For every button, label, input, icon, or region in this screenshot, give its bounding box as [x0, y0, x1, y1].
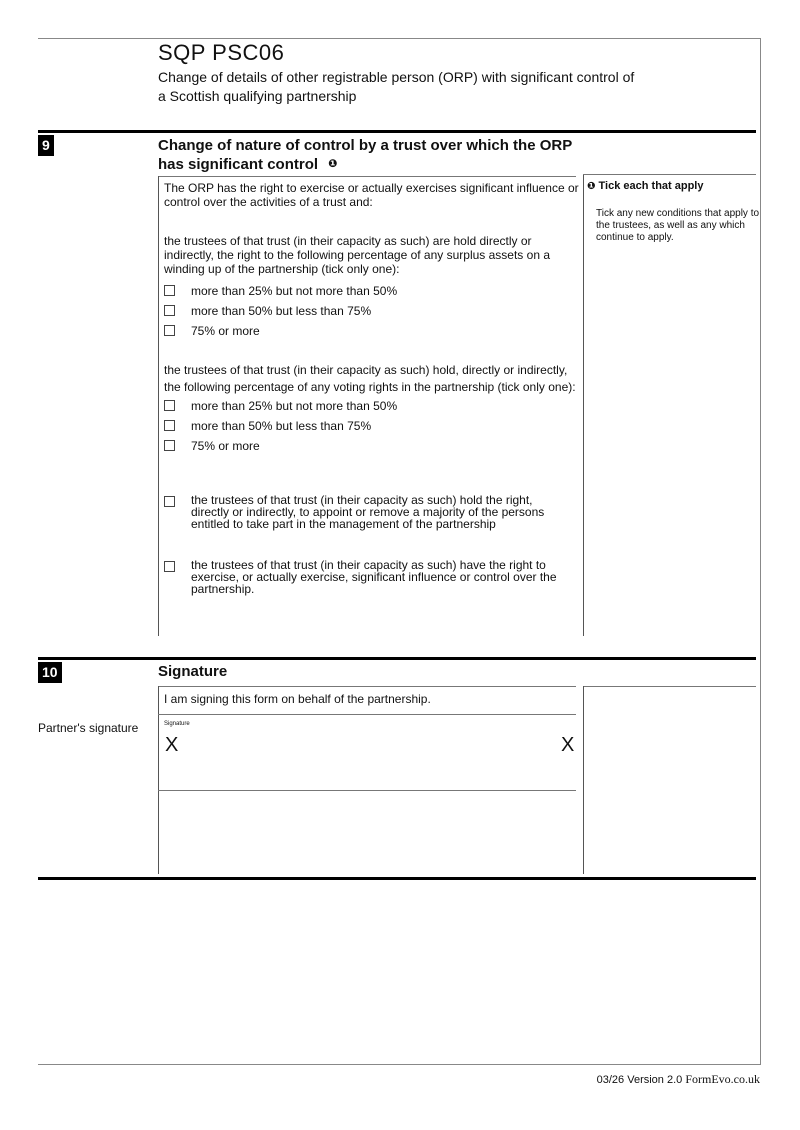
voting-intro-line2: the following percentage of any voting rights in the partnership (tick only one): — [164, 380, 576, 394]
form-title — [158, 68, 678, 106]
appoint-option-checkbox[interactable] — [164, 496, 175, 507]
page-right-rule — [760, 38, 761, 1064]
page-bottom-rule — [38, 1064, 761, 1065]
section9-title — [158, 136, 578, 174]
surplus-intro-line3: winding up of the partnership (tick only one): — [164, 262, 400, 276]
section9-title-line2: has significant control — [158, 156, 319, 173]
voting-option-1-label: more than 25% but not more than 50% — [191, 399, 398, 413]
section10-title: Signature — [158, 663, 228, 680]
signature-box-bottom — [158, 790, 576, 791]
appoint-option-label: the trustees of that trust (in their capacity as such) hold the right, directly or indirectly, to appoint or remove a majority of the persons entitled to take part in the management of the partnership — [191, 493, 545, 531]
section9-intro — [164, 181, 579, 209]
section9-title-line1: Change of nature of control by a trust over which the ORP — [158, 137, 573, 154]
section10-side-box-top — [583, 686, 756, 687]
influence-option-label: the trustees of that trust (in their capacity as such) have the right to exercise, or actually exercise, significant influence or control over the partnership. — [191, 558, 557, 596]
footer-brand: FormEvo.co.uk — [685, 1072, 760, 1086]
intro-line1: The ORP has the right to exercise or actually exercises significant influence or — [164, 181, 579, 195]
signature-start-mark: X — [165, 734, 179, 756]
surplus-option-2-label: more than 50% but less than 75% — [191, 304, 372, 318]
signature-caption: Signature — [164, 721, 190, 727]
influence-option-checkbox[interactable] — [164, 561, 175, 572]
statement-box-top — [158, 686, 576, 687]
info-marker-icon: ❶ — [328, 158, 338, 170]
info-panel-top — [583, 174, 756, 175]
surplus-option-2-checkbox[interactable] — [164, 305, 175, 316]
footer — [597, 1072, 760, 1087]
surplus-intro-line1: the trustees of that trust (in their capacity as such) are hold directly or — [164, 234, 532, 248]
info-panel-title — [587, 180, 703, 192]
section9-top-rule — [38, 130, 756, 133]
voting-intro-line1: the trustees of that trust (in their capacity as such) hold, directly or indirectly, — [164, 363, 568, 377]
surplus-intro-line2: indirectly, the right to the following percentage of any surplus assets on a — [164, 248, 550, 262]
surplus-intro — [164, 234, 550, 276]
page-top-rule — [38, 38, 761, 39]
info-marker-icon: ❶ — [587, 181, 596, 192]
section9-box-top — [158, 176, 576, 177]
surplus-option-1-checkbox[interactable] — [164, 285, 175, 296]
section9-box-left — [158, 176, 159, 636]
partner-signature-label: Partner's signature — [38, 721, 139, 735]
footer-version: 03/26 Version 2.0 — [596, 1074, 683, 1086]
section9-box-right — [583, 174, 584, 636]
form-title-line1: Change of details of other registrable person (ORP) with significant control of — [158, 69, 635, 85]
section9-number: 9 — [38, 135, 54, 156]
voting-option-3-checkbox[interactable] — [164, 440, 175, 451]
form-code: SQP PSC06 — [158, 40, 285, 65]
signing-statement: I am signing this form on behalf of the partnership. — [164, 692, 431, 706]
section10-box-right — [583, 686, 584, 874]
surplus-option-1-label: more than 25% but not more than 50% — [191, 284, 398, 298]
signature-end-mark: X — [561, 734, 575, 756]
section10-bottom-rule — [38, 877, 756, 880]
section10-number: 10 — [38, 662, 62, 683]
signature-box-top — [158, 714, 576, 715]
signature-field[interactable] — [180, 722, 550, 782]
surplus-option-3-label: 75% or more — [191, 324, 260, 338]
surplus-option-3-checkbox[interactable] — [164, 325, 175, 336]
intro-line2: control over the activities of a trust and: — [164, 195, 373, 209]
additional-signature-area[interactable] — [160, 792, 574, 872]
voting-intro — [164, 363, 576, 394]
section10-top-rule — [38, 657, 756, 660]
form-title-line2: a Scottish qualifying partnership — [158, 88, 357, 104]
voting-option-1-checkbox[interactable] — [164, 400, 175, 411]
voting-option-2-label: more than 50% but less than 75% — [191, 419, 372, 433]
voting-option-3-label: 75% or more — [191, 439, 260, 453]
voting-option-2-checkbox[interactable] — [164, 420, 175, 431]
info-panel-text: Tick any new conditions that apply to the trustees, as well as any which continue to apply. — [596, 208, 760, 243]
info-panel-title-text: Tick each that apply — [598, 180, 704, 192]
